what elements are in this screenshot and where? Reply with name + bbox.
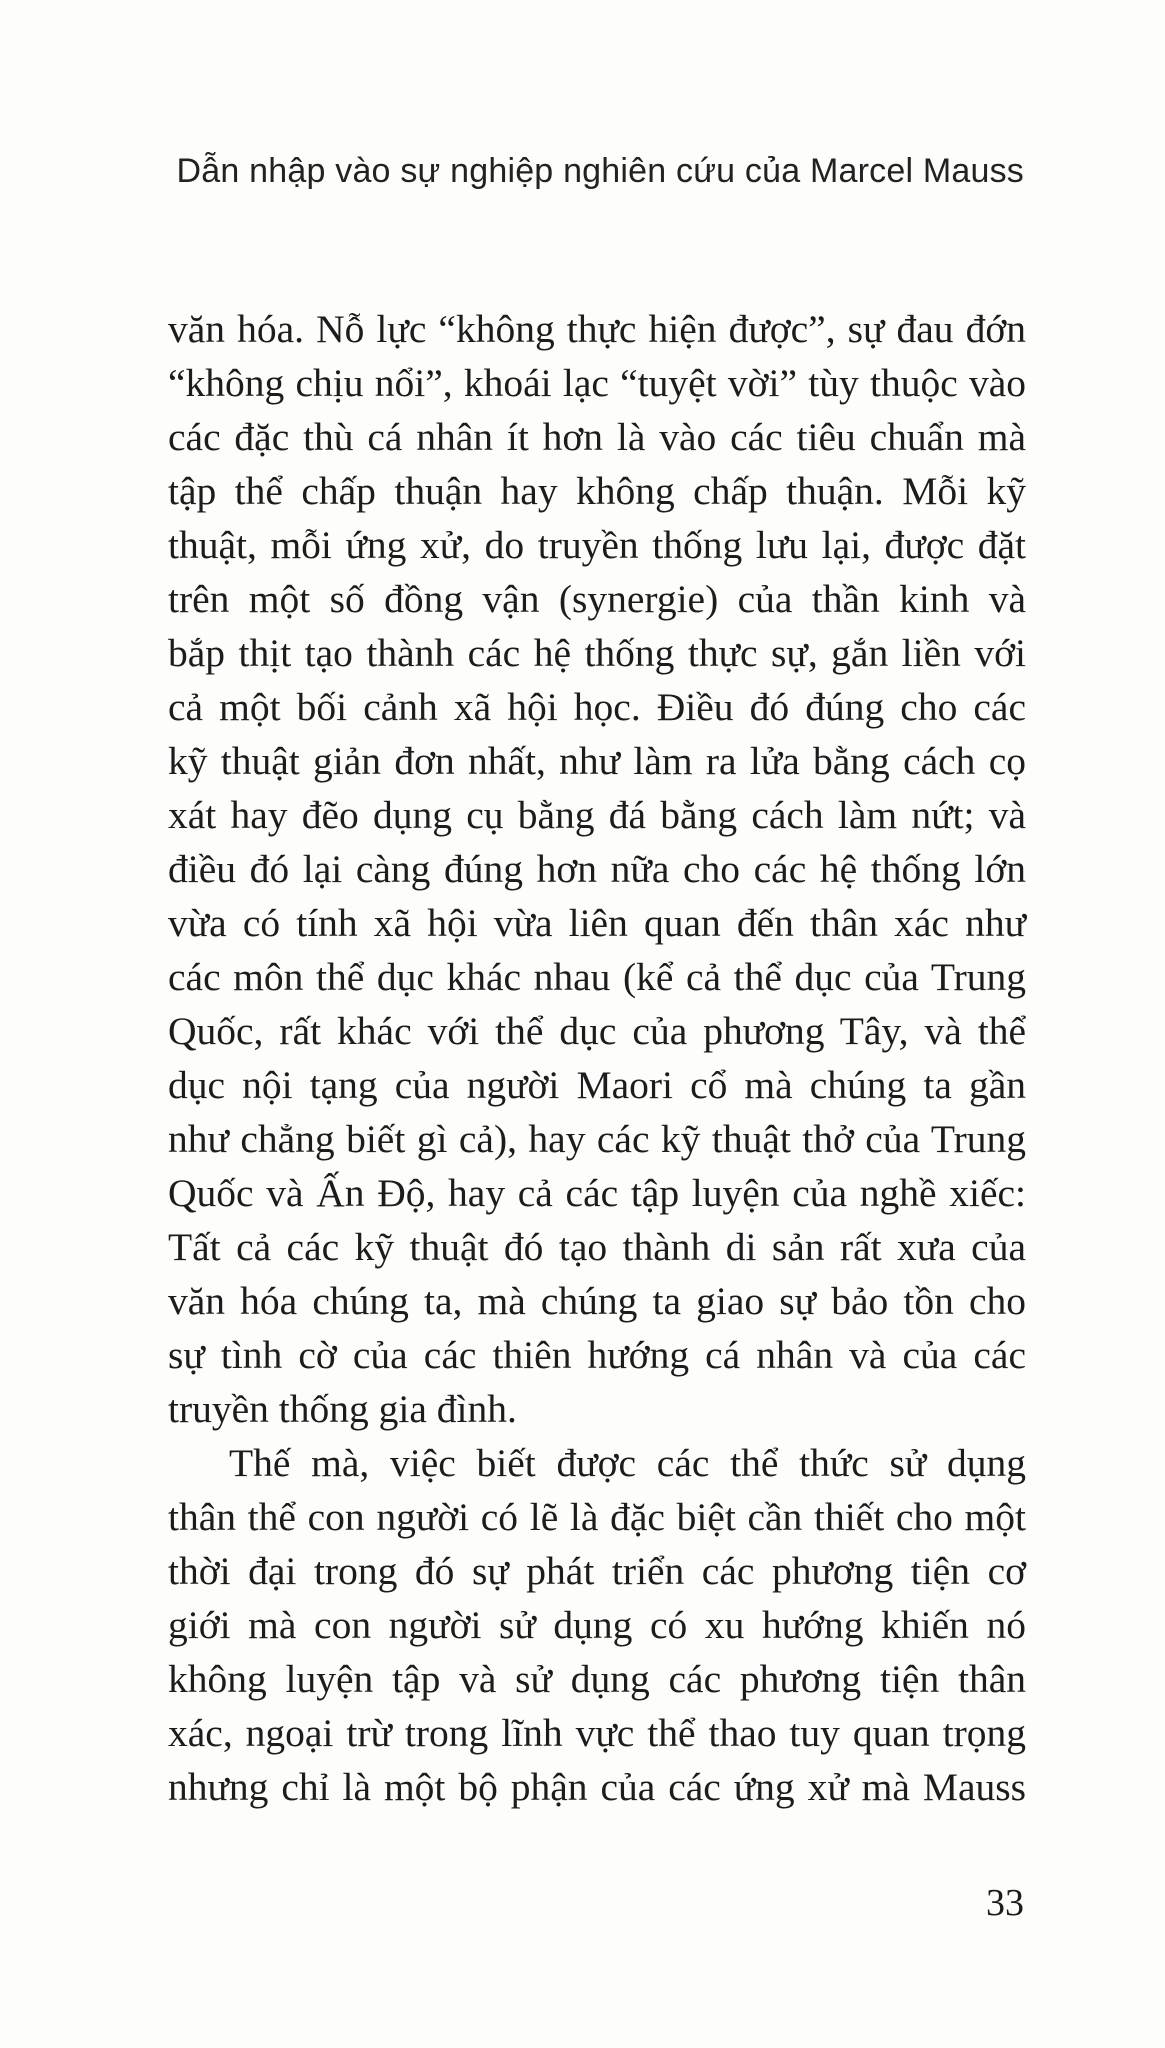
text-line: dục nội tạng của người Maori cổ mà chúng ta gần (168, 1063, 1026, 1107)
text-line: như chẳng biết gì cả), hay các kỹ thuật thở của Trung (168, 1117, 1026, 1161)
text-line: không luyện tập và sử dụng các phương tiện thân (168, 1657, 1026, 1701)
running-header: Dẫn nhập vào sự nghiệp nghiên cứu của Marcel Mauss (176, 152, 1024, 190)
text-line: nhưng chỉ là một bộ phận của các ứng xử mà Mauss (168, 1765, 1026, 1809)
text-line: cả một bối cảnh xã hội học. Điều đó đúng cho các (168, 685, 1026, 729)
text-line: thuật, mỗi ứng xử, do truyền thống lưu lại, được đặt (168, 523, 1026, 567)
text-line: thời đại trong đó sự phát triển các phương tiện cơ (168, 1549, 1026, 1593)
text-line: “không chịu nổi”, khoái lạc “tuyệt vời” tùy thuộc vào (168, 361, 1026, 405)
text-line: Thế mà, việc biết được các thể thức sử dụng (229, 1441, 1026, 1485)
text-line: trên một số đồng vận (synergie) của thần kinh và (168, 577, 1026, 621)
text-line: xác, ngoại trừ trong lĩnh vực thể thao tuy quan trọng (168, 1711, 1026, 1755)
text-line: truyền thống gia đình. (168, 1387, 517, 1431)
text-line: văn hóa chúng ta, mà chúng ta giao sự bảo tồn cho (168, 1279, 1026, 1323)
text-line: xát hay đẽo dụng cụ bằng đá bằng cách làm nứt; và (168, 793, 1026, 837)
text-line: vừa có tính xã hội vừa liên quan đến thân xác như (168, 901, 1026, 945)
text-line: Tất cả các kỹ thuật đó tạo thành di sản rất xưa của (168, 1225, 1026, 1269)
paragraph-2 (168, 1436, 1026, 1814)
text-line: điều đó lại càng đúng hơn nữa cho các hệ thống lớn (168, 847, 1026, 891)
page-number: 33 (986, 1882, 1024, 1924)
text-line: giới mà con người sử dụng có xu hướng khiến nó (168, 1603, 1026, 1647)
text-line: văn hóa. Nỗ lực “không thực hiện được”, sự đau đớn (168, 307, 1026, 351)
text-line: bắp thịt tạo thành các hệ thống thực sự, gắn liền với (168, 631, 1026, 675)
text-line: sự tình cờ của các thiên hướng cá nhân và của các (168, 1333, 1026, 1377)
text-line: các môn thể dục khác nhau (kể cả thể dục của Trung (168, 955, 1026, 999)
text-line: Quốc và Ấn Độ, hay cả các tập luyện của nghề xiếc: (168, 1171, 1026, 1215)
text-line: các đặc thù cá nhân ít hơn là vào các tiêu chuẩn mà (168, 415, 1026, 459)
text-line: Quốc, rất khác với thể dục của phương Tây, và thể (168, 1009, 1026, 1053)
text-line: kỹ thuật giản đơn nhất, như làm ra lửa bằng cách cọ (168, 739, 1026, 783)
paragraph-1 (168, 302, 1026, 1436)
text-line: thân thể con người có lẽ là đặc biệt cần thiết cho một (168, 1495, 1026, 1539)
body-text (168, 302, 1026, 1814)
text-line: tập thể chấp thuận hay không chấp thuận. Mỗi kỹ (168, 469, 1026, 513)
